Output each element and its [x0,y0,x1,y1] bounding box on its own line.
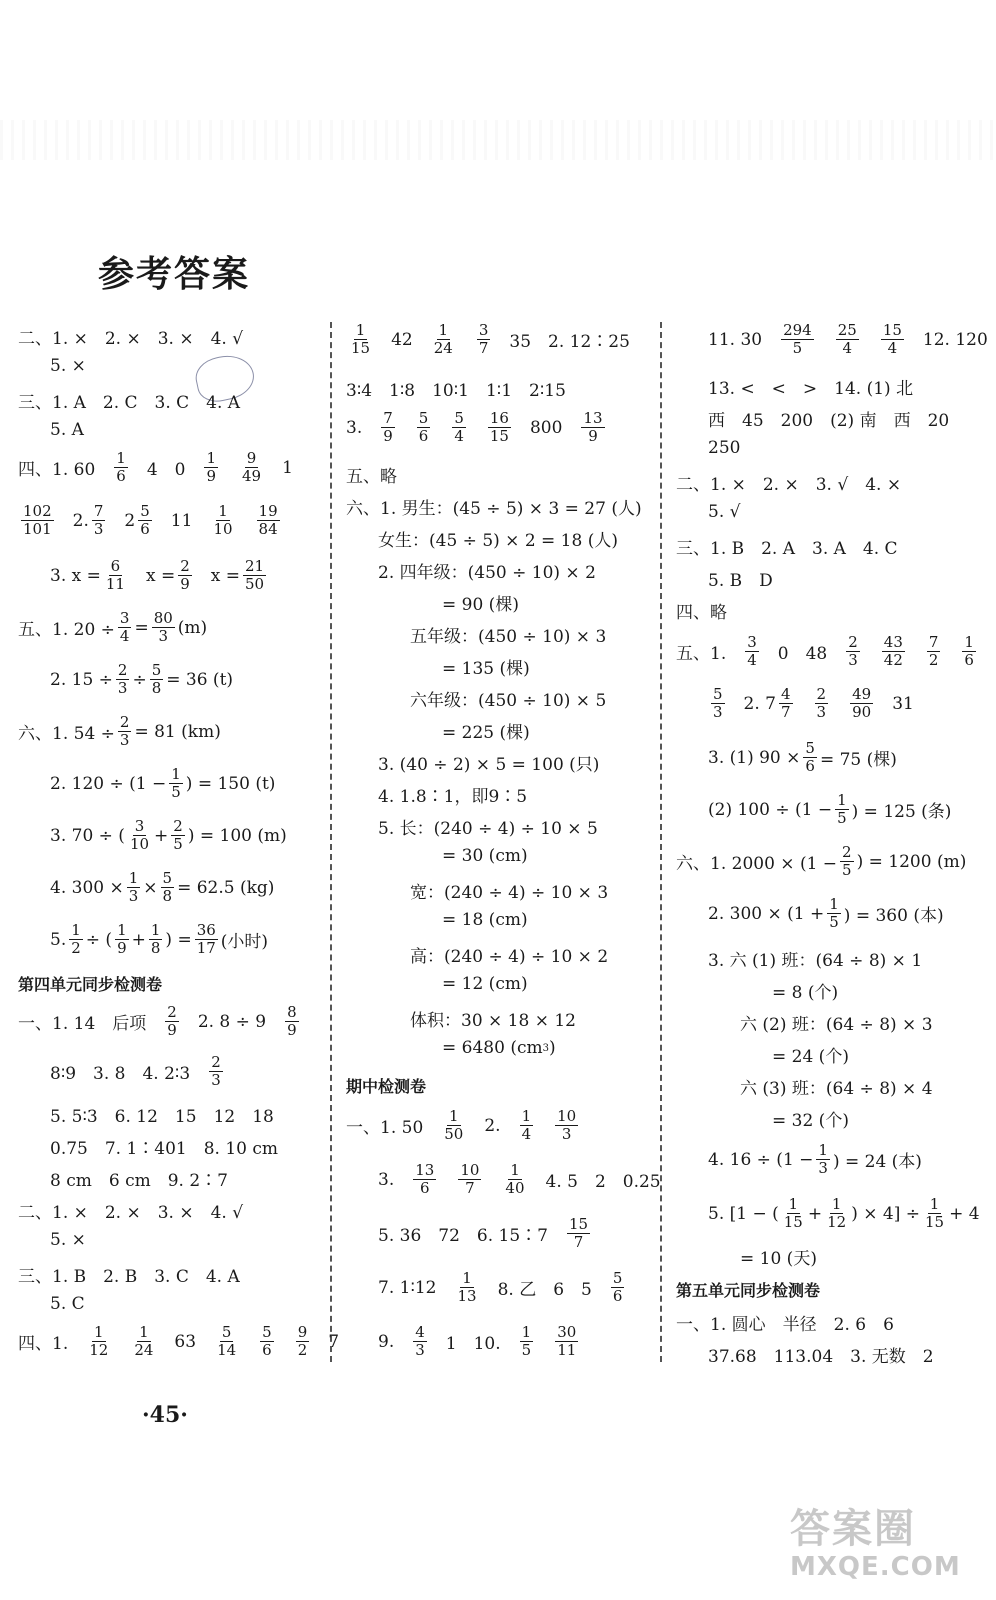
answer-line: 二、1. × 2. × 3. × 4. √ [18,1203,244,1223]
answer-line: 5. × [50,356,86,376]
answer-text: 3. [346,417,363,438]
answer-line: = 8 (个) [772,983,839,1003]
answer-line [18,450,293,485]
fraction: $\frac{1}{13}$ [457,1269,477,1305]
fraction: $\frac{294}{5}$ [783,321,812,357]
answer-text: 六、1. 54 ÷ [18,724,115,744]
answer-line [18,610,207,645]
answer-text: (小时) [220,932,269,952]
answer-line: 8 cm 6 cm 9. 2∶7 [50,1171,228,1191]
answer-text: = 62.5 (kg) [177,877,275,898]
answer-text: 六、1. 2000 × (1 − [676,854,838,874]
answer-text: 31 [892,693,914,714]
answer-line [18,870,274,905]
fraction: $\frac{1}{5}$ [829,895,839,931]
answer-line: 13. < < > 14. (1) 北 [708,379,914,399]
fraction: $\frac{1}{9}$ [117,921,127,957]
fraction: $\frac{1}{12}$ [89,1323,109,1359]
answer-text: 8∶9 3. 8 4. 2∶3 [50,1064,191,1084]
fraction: $\frac{1}{5}$ [521,1323,532,1359]
answer-text: 11. 30 [708,329,763,350]
answer-text: × [143,877,158,898]
answer-line [346,1108,581,1143]
answer-line: 高：(240 ÷ 4) ÷ 10 × 2 [410,947,609,967]
answer-text: 4 0 [146,460,186,480]
fraction: $\frac{1}{4}$ [521,1107,532,1143]
answer-text: x = [210,565,240,586]
answer-line: = 90 (棵) [442,595,519,615]
answer-line: 五年级：(450 ÷ 10) × 3 [410,627,607,647]
fraction: $\frac{1}{24}$ [433,321,453,357]
answer-line: 宽：(240 ÷ 4) ÷ 10 × 3 [410,883,609,903]
fraction: $\frac{1}{40}$ [505,1161,525,1197]
answer-line [346,410,608,445]
answer-text: 2. 15 ÷ [50,669,113,690]
answer-text: 五、1. [676,644,727,664]
answer-line [676,1142,922,1177]
fraction: $\frac{1}{3}$ [818,1141,828,1177]
fraction: $\frac{3}{4}$ [119,609,130,645]
answer-line: 5. × [50,1230,86,1250]
answer-text: x = [145,565,176,586]
fraction: $\frac{2}{5}$ [842,843,852,879]
section-heading: 第五单元同步检测卷 [676,1281,821,1300]
fraction: $\frac{5}{6}$ [612,1269,623,1305]
fraction: $\frac{3}{10}$ [129,817,150,853]
answer-line: 三、1. B 2. B 3. C 4. A [18,1267,240,1287]
answer-line: 体积：30 × 18 × 12 [410,1011,576,1031]
answer-line [676,1196,980,1231]
fraction: $\frac{16}{15}$ [489,409,509,445]
answer-line [346,1324,581,1359]
answer-text: 800 [529,417,563,438]
answer-line: 西 45 200 (2) 南 西 20 [708,411,950,431]
watermark-logo [790,1506,986,1592]
fraction: $\frac{4}{3}$ [415,1323,425,1359]
answer-text: 42 [391,329,413,350]
answer-text: 2. 8 ÷ 9 [197,1011,267,1032]
answer-line [346,1270,627,1305]
answer-line: = 12 (cm) [442,974,528,994]
answer-line [18,1324,339,1359]
answer-text: 一、1. 14 后项 [18,1014,147,1034]
answer-line: = 30 (cm) [442,846,528,866]
answer-text: 4. 16 ÷ (1 − [708,1149,814,1170]
fraction: $\frac{1}{6}$ [116,449,126,485]
answer-text: 4. 300 × [50,877,124,898]
answer-line [18,503,283,538]
answer-line: 37.68 113.04 3. 无数 2 [708,1347,934,1367]
answer-text: 63 [174,1331,197,1352]
page-number: ·45· [142,1402,188,1428]
answer-text: + [807,1203,823,1224]
answer-line [346,322,630,357]
answer-line [18,558,269,593]
column-divider-2 [660,322,662,1362]
answer-line [676,844,966,879]
answer-line: 六、1. 男生：(45 ÷ 5) × 3 = 27 (人) [346,499,642,519]
fraction: $\frac{2}{5}$ [173,817,183,853]
fraction: $\frac{9}{2}$ [297,1323,308,1359]
answer-line [18,766,275,801]
answer-line [676,634,979,669]
fraction: $\frac{3}{7}$ [478,321,489,357]
answer-line [18,1054,226,1089]
scan-artifact-band [0,120,996,160]
fraction: $\frac{2}{3}$ [211,1053,221,1089]
answer-text: = 75 (棵) [819,750,897,770]
answer-text: 五、1. 20 ÷ [18,620,115,640]
answer-text: ÷ ( [85,929,113,950]
fraction: $\frac{43}{42}$ [883,633,903,669]
fraction: $\frac{13}{6}$ [415,1161,435,1197]
answer-text: 35 2. 12∶25 [509,332,630,352]
answer-text: ÷ [132,669,147,690]
answer-text: ) × 4] ÷ [851,1203,920,1224]
fraction: $\frac{1}{8}$ [150,921,161,957]
fraction: $\frac{5}{6}$ [262,1323,272,1359]
answer-text: 2. 120 ÷ (1 − [50,773,167,794]
answer-line: = 32 (个) [772,1111,849,1131]
answer-line [18,714,221,749]
answer-line: 五、略 [346,467,397,487]
fraction: $\frac{102}{101}$ [23,502,52,538]
answer-text: ) = 24 (本) [832,1152,922,1172]
answer-line: 三、1. A 2. C 3. C 4. A [18,393,241,413]
fraction: $\frac{1}{15}$ [924,1195,945,1231]
fraction: $\frac{2}{3}$ [119,713,130,749]
fraction: $\frac{5}{6}$ [805,739,815,775]
fraction: $\frac{2}{3}$ [848,633,858,669]
answer-text: ) = 1200 (m) [856,851,967,872]
answer-line: 250 [708,438,741,458]
fraction: $\frac{8}{9}$ [287,1003,297,1039]
fraction: $\frac{7}{2}$ [928,633,939,669]
fraction: $\frac{5}{8}$ [162,869,173,905]
page-title: 参考答案 [98,254,251,295]
watermark-url: MXQE.COM [790,1552,961,1582]
answer-line: = 24 (个) [772,1047,849,1067]
answer-text: 11 [170,510,193,531]
answer-line: 5. √ [708,502,741,522]
fraction: $\frac{10}{3}$ [557,1107,577,1143]
answer-line [676,322,988,357]
fraction: $\frac{49}{90}$ [852,685,872,721]
answer-text: 8. 乙 6 5 [497,1280,592,1300]
answer-line: 3∶4 1∶8 10∶1 1∶1 2∶15 [346,381,566,401]
fraction: $\frac{5}{14}$ [217,1323,237,1359]
answer-text: 2. 7 [743,693,776,714]
answer-text: 3. 70 ÷ ( [50,825,125,846]
fraction: $\frac{2}{3}$ [816,685,827,721]
answer-text: + [154,825,169,846]
answer-line: 3. (40 ÷ 2) × 5 = 100 (只) [378,755,600,775]
answer-text: 7. 1∶12 [378,1277,437,1298]
answer-text: (2) 100 ÷ (1 − [708,799,833,820]
answer-line [676,740,897,775]
fraction: $\frac{1}{12}$ [827,1195,847,1231]
fraction: $\frac{19}{84}$ [258,502,278,538]
fraction: $\frac{5}{3}$ [713,685,723,721]
fraction: $\frac{1}{15}$ [351,321,371,357]
fraction: $\frac{2}{9}$ [167,1003,177,1039]
fraction: $\frac{1}{3}$ [128,869,139,905]
answer-text: ) = 150 (t) [185,773,276,794]
answer-line [346,1216,593,1251]
fraction: $\frac{2}{3}$ [117,661,128,697]
superscript: 3 [542,1042,549,1054]
answer-line [18,1004,302,1039]
answer-text: ) = 100 (m) [187,825,287,846]
answer-line [18,662,233,697]
answer-text: 0 48 [777,644,828,664]
answer-text: = 6480 (cm [442,1038,543,1058]
answer-text: ) [548,1038,556,1058]
answer-text: 一、1. 50 [346,1118,424,1138]
fraction: $\frac{5}{6}$ [140,502,150,538]
fraction: $\frac{30}{11}$ [557,1323,577,1359]
answer-text: 2. [484,1115,501,1136]
fraction: $\frac{1}{5}$ [171,765,181,801]
fraction: $\frac{80}{3}$ [153,609,173,645]
answer-line: = 225 (棵) [442,723,530,743]
answer-line: 六 (2) 班：(64 ÷ 8) × 3 [740,1015,933,1035]
answer-text: 5. [1 − ( [708,1203,779,1224]
answer-line: = 10 (天) [740,1249,817,1269]
answer-line: 二、1. × 2. × 3. √ 4. × [676,475,902,495]
answer-text: 2. 300 × (1 + [708,903,825,924]
answer-line: 5. C [50,1294,85,1314]
fraction: $\frac{1}{9}$ [206,449,216,485]
answer-line: 二、1. × 2. × 3. × 4. √ [18,329,244,349]
fraction: $\frac{36}{17}$ [196,921,216,957]
answer-text: ) = 360 (本) [843,906,944,926]
answer-text: 3. [378,1169,395,1190]
fraction: $\frac{4}{7}$ [781,685,791,721]
answer-line [18,818,287,853]
fraction: $\frac{2}{9}$ [180,557,190,593]
fraction: $\frac{6}{11}$ [105,557,125,593]
fraction: $\frac{1}{6}$ [964,633,974,669]
fraction: $\frac{1}{50}$ [444,1107,464,1143]
answer-line [676,792,951,827]
answer-line [676,896,944,931]
fraction: $\frac{5}{4}$ [454,409,464,445]
fraction: $\frac{1}{24}$ [134,1323,154,1359]
fraction: $\frac{1}{5}$ [837,791,847,827]
column-divider-1 [330,322,332,1362]
answer-text: 9. [378,1331,395,1352]
answer-line: = 135 (棵) [442,659,530,679]
answer-line: 一、1. 圆心 半径 2. 6 6 [676,1315,894,1335]
answer-text: 7 [328,1331,340,1352]
fraction: $\frac{10}{7}$ [460,1161,480,1197]
fraction: $\frac{1}{10}$ [213,502,233,538]
answer-text: + 4 [949,1203,980,1224]
answer-text: + [131,929,146,950]
answer-text: 3. (1) 90 × [708,747,801,768]
answer-line: 六年级：(450 ÷ 10) × 5 [410,691,607,711]
answer-text: = [134,617,149,638]
fraction: $\frac{21}{50}$ [245,557,265,593]
fraction: $\frac{1}{15}$ [783,1195,803,1231]
answer-text: 2. [72,510,89,531]
answer-text: 1 [282,457,293,478]
answer-text: ) = 125 (条) [851,802,952,822]
answer-line: 3. 六 (1) 班：(64 ÷ 8) × 1 [708,951,923,971]
fraction: $\frac{1}{2}$ [71,921,81,957]
answer-line: 四、略 [676,603,727,623]
answer-line: 0.75 7. 1∶401 8. 10 cm [50,1139,279,1159]
fraction: $\frac{3}{4}$ [747,633,757,669]
answer-line: 4. 1.8∶1，即9∶5 [378,787,528,807]
fraction: $\frac{5}{8}$ [151,661,162,697]
fraction: $\frac{7}{3}$ [93,502,104,538]
answer-line [346,1162,661,1197]
fraction: $\frac{7}{9}$ [383,409,393,445]
answer-line: = 18 (cm) [442,910,528,930]
answer-text: (m) [177,617,208,638]
watermark-text: 答案圈 [790,1506,916,1552]
answer-text: 4. 5 2 0.25 [545,1172,661,1192]
answer-line [676,686,914,721]
answer-line: 5. B D [708,571,773,591]
answer-line [346,1038,556,1058]
answer-line [18,922,268,957]
fraction: $\frac{9}{49}$ [242,449,262,485]
answer-text: 3. x = [50,565,101,586]
answer-text: = 36 (t) [166,669,234,690]
fraction: $\frac{15}{4}$ [882,321,902,357]
answer-line: 5. 5∶3 6. 12 15 12 18 [50,1107,274,1127]
answer-line: 2. 四年级：(450 ÷ 10) × 2 [378,563,596,583]
answer-text: 12. 120 [922,329,988,350]
answer-text: 5. [50,929,67,950]
fraction: $\frac{25}{4}$ [837,321,857,357]
answer-line: 5. 长：(240 ÷ 4) ÷ 10 × 5 [378,819,598,839]
fraction: $\frac{5}{6}$ [418,409,429,445]
answer-text: 1 10. [445,1334,501,1354]
answer-text: 四、1. [18,1334,69,1354]
answer-line: 女生：(45 ÷ 5) × 2 = 18 (人) [378,531,618,551]
section-heading: 期中检测卷 [346,1077,427,1096]
answer-text: 2 [124,510,136,531]
answer-text: 5. 36 72 6. 15∶7 [378,1226,548,1246]
answer-line: 三、1. B 2. A 3. A 4. C [676,539,898,559]
answer-text: ) = [165,929,192,950]
fraction: $\frac{15}{7}$ [568,1215,589,1251]
answer-line: 5. A [50,420,84,440]
fraction: $\frac{13}{9}$ [583,409,603,445]
section-heading: 第四单元同步检测卷 [18,975,163,994]
answer-text: 四、1. 60 [18,460,96,480]
answer-line: 六 (3) 班：(64 ÷ 8) × 4 [740,1079,933,1099]
answer-text: = 81 (km) [134,721,221,742]
